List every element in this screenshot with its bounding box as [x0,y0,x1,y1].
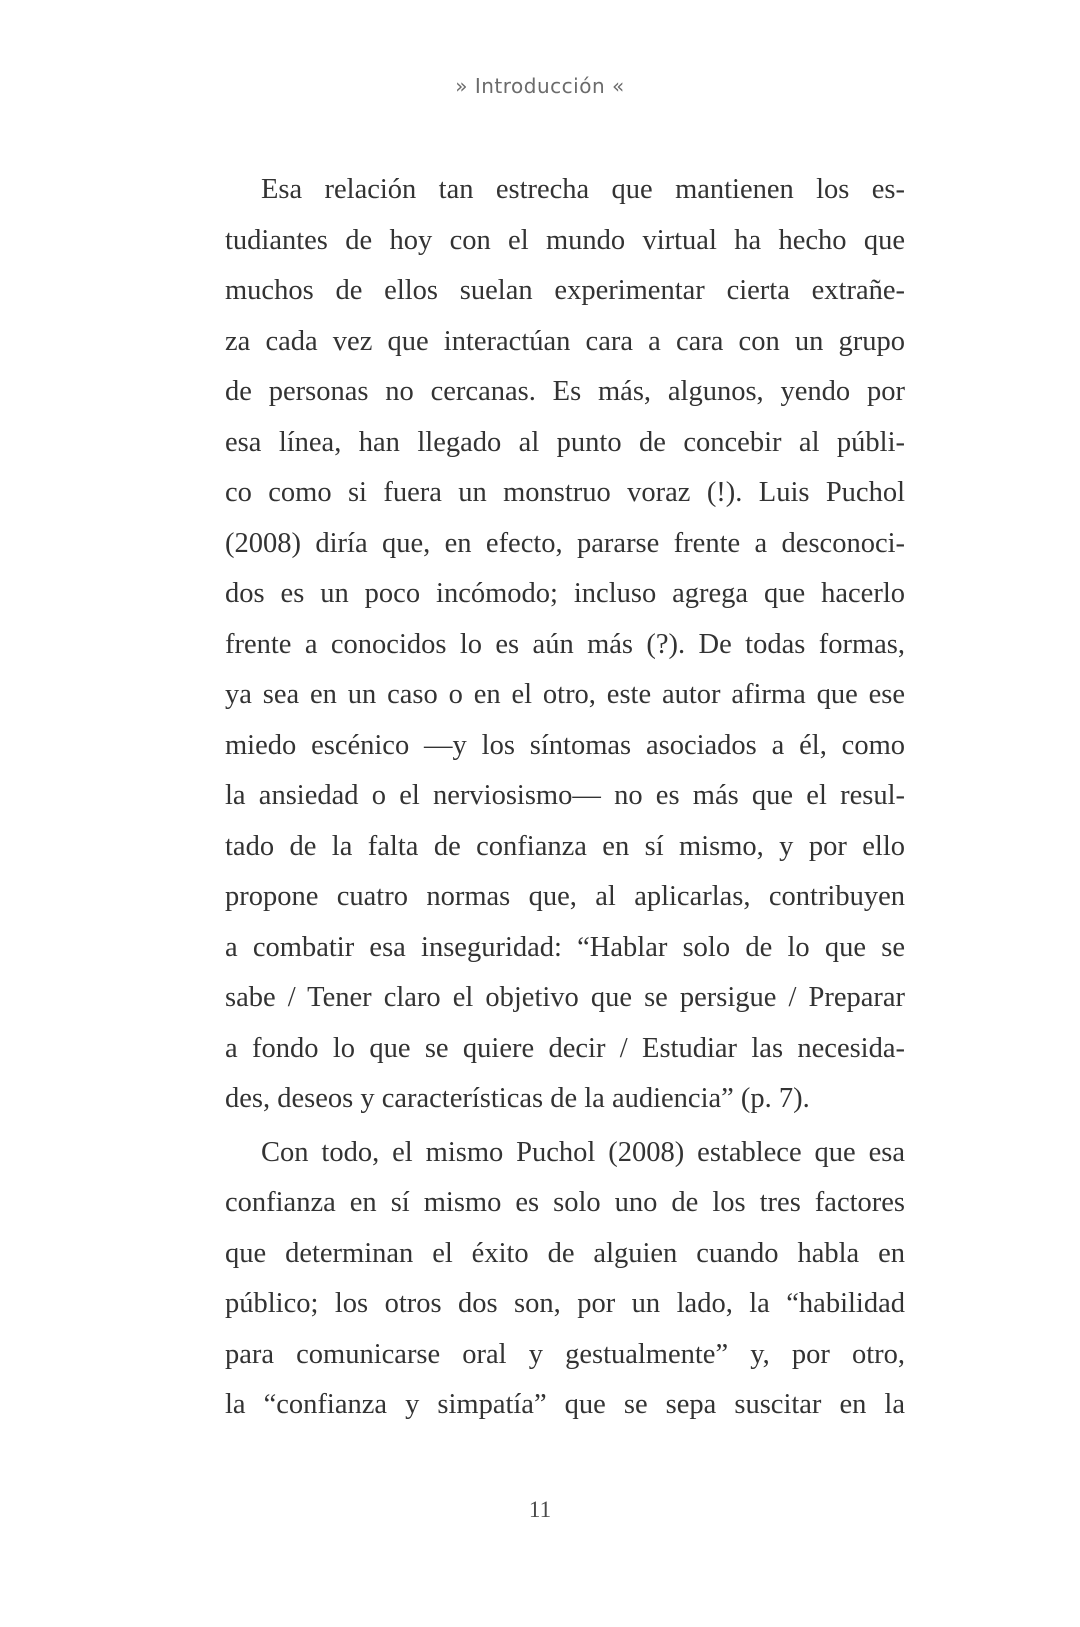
body-text [225,165,905,1431]
paragraph-line: tudiantes de hoy con el mundo virtual ha hecho que [225,224,905,256]
page-number: 11 [528,1497,552,1522]
paragraph-2 [225,1128,905,1431]
paragraph-line: la ansiedad o el nerviosismo— no es más que el resul- [225,780,905,811]
paragraph-line: frente a conocidos lo es aún más (?). De todas formas, [225,628,905,660]
paragraph-line: para comunicarse oral y gestualmente” y, por otro, [225,1338,905,1370]
paragraph-line: que determinan el éxito de alguien cuando habla en [225,1237,905,1269]
paragraph-line: miedo escénico —y los síntomas asociados a él, como [225,729,905,761]
paragraph-line: des, deseos y características de la audiencia” (p. 7). [225,1083,810,1114]
paragraph-line: ya sea en un caso o en el otro, este autor afirma que ese [225,679,905,710]
running-header: » Introducción « [455,74,625,98]
paragraph-line: tado de la falta de confianza en sí mismo, y por ello [225,830,905,862]
paragraph-line: dos es un poco incómodo; incluso agrega que hacerlo [225,578,905,609]
paragraph-line: za cada vez que interactúan cara a cara con un grupo [225,325,905,357]
paragraph-line: la “confianza y simpatía” que se sepa suscitar en la [225,1389,905,1420]
paragraph-1 [225,165,905,1125]
paragraph-line: co como si fuera un monstruo voraz (!). Luis Puchol [225,477,905,508]
paragraph-line: de personas no cercanas. Es más, algunos, yendo por [225,376,905,407]
paragraph-line: muchos de ellos suelan experimentar cierta extrañe- [225,275,905,306]
paragraph-line: público; los otros dos son, por un lado, la “habilidad [225,1288,905,1319]
paragraph-line: a combatir esa inseguridad: “Hablar solo de lo que se [225,931,905,963]
paragraph-line: esa línea, han llegado al punto de concebir al públi- [225,426,905,458]
paragraph-line: confianza en sí mismo es solo uno de los tres factores [225,1187,905,1218]
paragraph-line: sabe / Tener claro el objetivo que se persigue / Preparar [225,982,905,1013]
paragraph-line: a fondo lo que se quiere decir / Estudiar las necesida- [225,1032,905,1064]
paragraph-line: propone cuatro normas que, al aplicarlas, contribuyen [225,881,905,912]
paragraph-line: (2008) diría que, en efecto, pararse frente a desconoci- [225,527,905,559]
paragraph-line: Con todo, el mismo Puchol (2008) establece que esa [261,1136,905,1168]
paragraph-line: Esa relación tan estrecha que mantienen los es- [261,174,905,205]
